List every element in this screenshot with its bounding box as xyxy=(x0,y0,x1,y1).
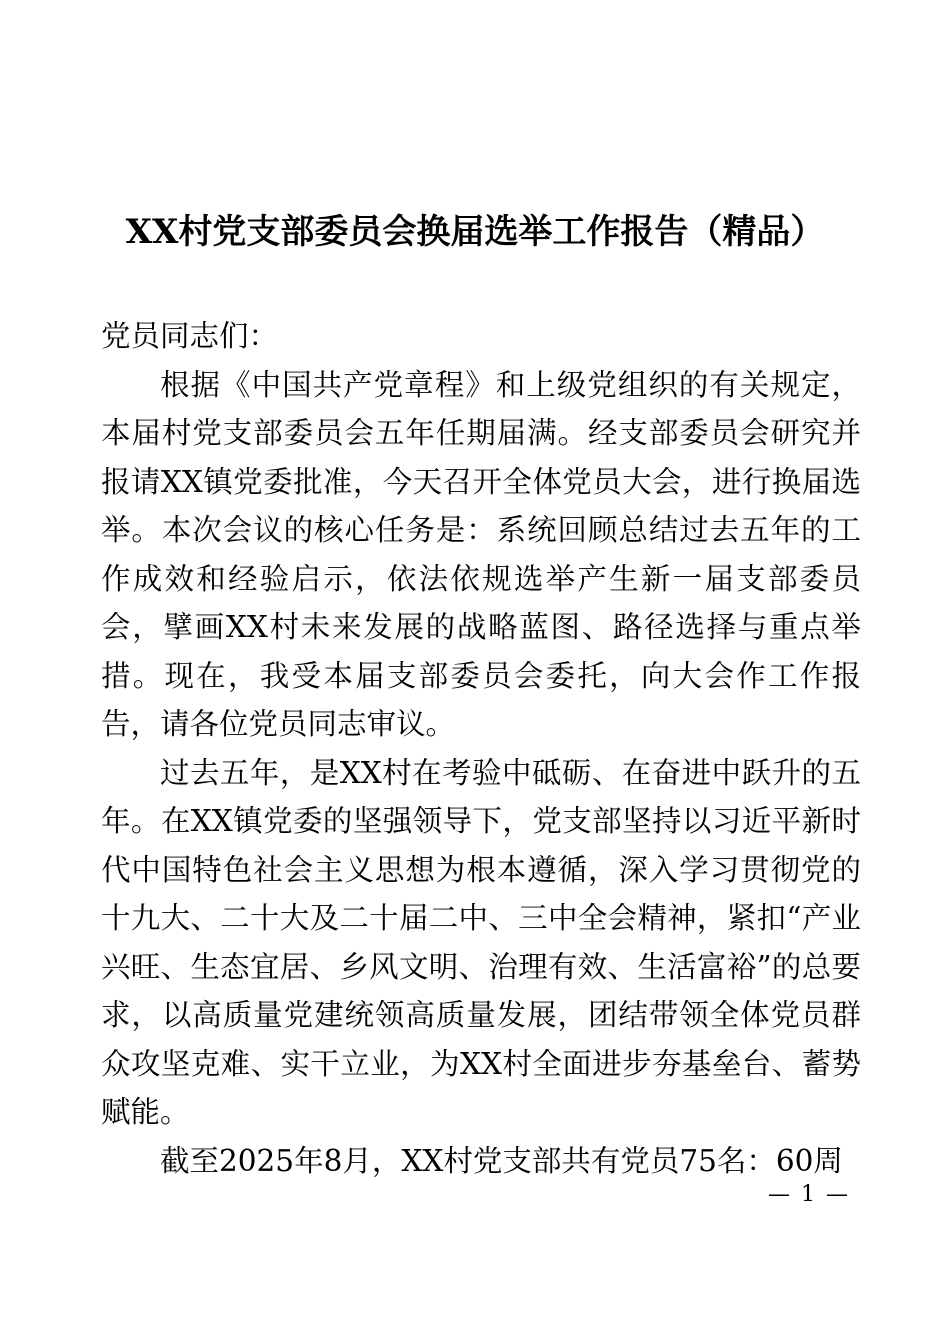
document-title: XX村党支部委员会换届选举工作报告（精品） xyxy=(125,212,825,252)
paragraph-3: 截至2025年8月，XX村党支部共有党员75名：60周 xyxy=(160,1143,843,1178)
paragraph-1: 根据《中国共产党章程》和上级党组织的有关规定，本届村党支部委员会五年任期届满。经支部委员会研究并报请XX镇党委批准，今天召开全体党员大会，进行换届选举。本次会议的核心任务是：系统回顾总结过去五年的工作成效和经验启示，依法依规选举产生新一届支部委员会，擘画XX村未来发展的战略蓝图、路径选择与重点举措。现在，我受本届支部委员会委托，向大会作工作报告，请各位党员同志审议。 xyxy=(101,367,861,741)
document-body xyxy=(101,312,861,1185)
page-number: — 1 — xyxy=(768,1182,850,1207)
paragraph-2: 过去五年，是XX村在考验中砥砺、在奋进中跃升的五年。在XX镇党委的坚强领导下，党支部坚持以习近平新时代中国特色社会主义思想为根本遵循，深入学习贯彻党的十九大、二十大及二十届二中、三中全会精神，紧扣“产业兴旺、生态宜居、乡风文明、治理有效、生活富裕”的总要求，以高质量党建统领高质量发展，团结带领全体党员群众攻坚克难、实干立业，为XX村全面进步夯基垒台、蓄势赋能。 xyxy=(101,755,861,1129)
salutation: 党员同志们： xyxy=(101,319,279,353)
